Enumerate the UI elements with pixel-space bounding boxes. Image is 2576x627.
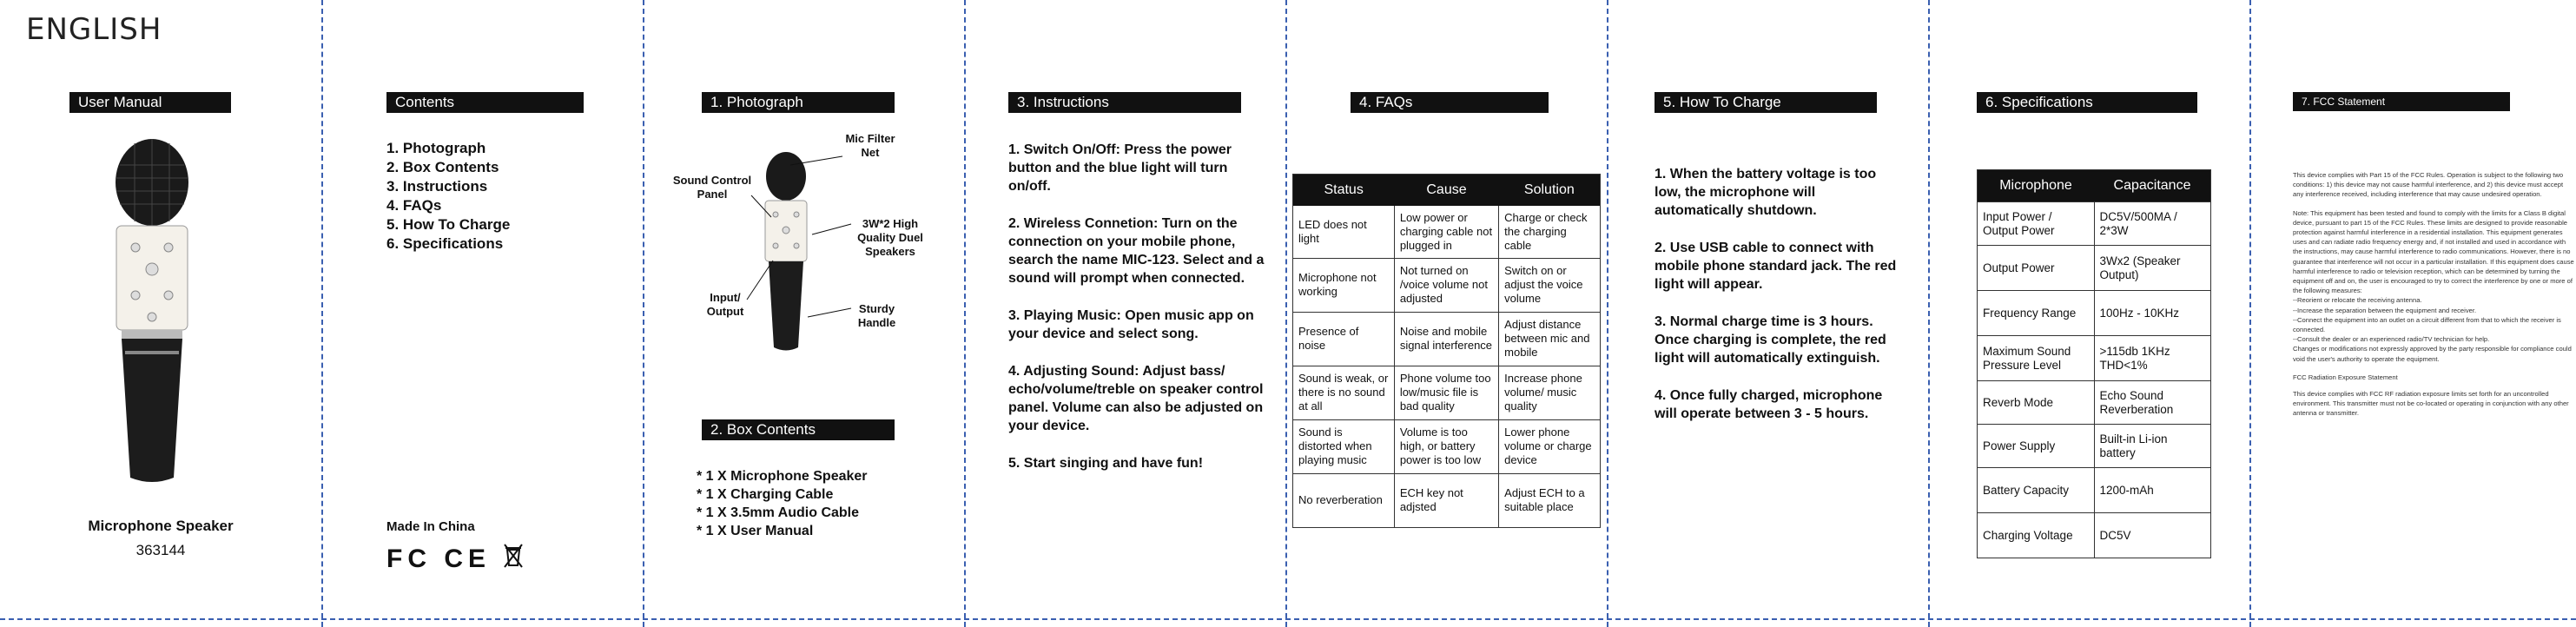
table-cell: Not turned on /voice volume not adjusted [1394,258,1498,312]
charge-header: 5. How To Charge [1655,92,1877,113]
contents-panel [321,0,643,618]
spec-column-name: Microphone [1978,170,2095,202]
fcc-header: 7. FCC Statement [2293,92,2510,111]
weee-bin-icon [503,543,524,569]
charge-panel [1607,0,1928,618]
fold-line-bottom [0,618,2576,620]
box-contents-header: 2. Box Contents [702,419,895,440]
list-item: 4. FAQs [386,197,442,214]
fcc-measure: --Connect the equipment into an outlet on a circuit different from that to which the receiver is connected. [2293,315,2561,334]
table-row [1293,258,1601,312]
list-item: 2. Box Contents [386,159,499,175]
instruction-step: 2. Wireless Connetion: Turn on the connection on your mobile phone, search the name MIC-123. Select and a sound will prompt when connected. [1008,216,1265,286]
contents-header: Contents [386,92,584,113]
list-item: 6. Specifications [386,235,504,252]
fcc-exposure-text: This device complies with FCC RF radiation exposure limits set forth for an uncontrolled environment. This transmitter must not be co-located or operating in conjunction with any other antenna or transmitter. [2293,390,2569,418]
table-cell: 100Hz - 10KHz [2094,291,2211,336]
table-cell: Switch on or adjust the voice volume [1499,258,1601,312]
faq-column-status: Status [1293,175,1395,207]
specs-header: 6. Specifications [1977,92,2197,113]
model-number: 363144 [135,542,186,558]
fcc-paragraph: Note: This equipment has been tested and found to comply with the limits for a Class B digital device, pursuant to part 15 of the FCC Rules. These limits are designed to provide reasonable protection against harmful interference in a residential installation. This equipment generates uses and can radiate radio frequency energy and, if not installed and used in accordance with the instructions, may cause harmful interference to radio communications. However, there is no guarantee that interference will not occur in a particular installation. If this equipment does cause harmful interference to radio or television reception, which can be determined by turning the equipment off and on, the user is encouraged to try to correct the interference by one or more of the following measures: [2293,208,2574,295]
fcc-paragraph: This device complies with Part 15 of the FCC Rules. Operation is subject to the following two conditions: 1) this device may not cause harmful interference, and 2) this device must accept any interference received, including interference that may cause undesired operation. [2293,171,2564,199]
list-item: * 1 X Microphone Speaker [697,469,868,484]
table-row [1978,246,2211,291]
list-item: * 1 X User Manual [697,524,814,538]
photograph-header: 1. Photograph [702,92,895,113]
table-cell: Adjust ECH to a suitable place [1499,473,1601,527]
table-cell: Sound is weak, or there is no sound at all [1293,366,1395,419]
charge-step: 2. Use USB cable to connect with mobile phone standard jack. The red light will appear. [1655,241,1897,292]
table-cell: ECH key not adjsted [1394,473,1498,527]
photograph-panel [643,0,964,618]
fcc-paragraph: Changes or modifications not expressly approved by the party responsible for compliance could void the user's authority to operate the equipment. [2293,345,2572,363]
list-item: 1. Photograph [386,140,486,156]
spec-column-value: Capacitance [2094,170,2211,202]
charge-step: 3. Normal charge time is 3 hours. Once charging is complete, the red light will automatically extinguish. [1655,314,1886,366]
table-cell: Charge or check the charging cable [1499,206,1601,258]
list-item: * 1 X 3.5mm Audio Cable [697,505,860,520]
fcc-measure: --Consult the dealer or an experienced radio/TV technician for help. [2293,335,2490,344]
table-cell: Low power or charging cable not plugged in [1394,206,1498,258]
table-cell: Lower phone volume or charge device [1499,419,1601,473]
table-cell: 1200-mAh [2094,468,2211,513]
table-cell: Battery Capacity [1978,468,2095,513]
table-row [1293,366,1601,419]
table-cell: Microphone not working [1293,258,1395,312]
table-row [1978,425,2211,468]
box-contents-list [697,467,868,540]
made-in-label: Made In China [386,519,475,534]
faq-column-cause: Cause [1394,175,1498,207]
list-item: 3. Instructions [386,178,488,195]
table-cell: No reverberation [1293,473,1395,527]
list-item: * 1 X Charging Cable [697,487,834,502]
cover-header: User Manual [69,92,231,113]
fcc-measure: --Reorient or relocate the receiving antenna. [2293,296,2422,305]
table-row [1978,513,2211,558]
table-row [1978,381,2211,425]
faq-column-solution: Solution [1499,175,1601,207]
microphone-illustration [104,139,200,486]
table-row [1978,291,2211,336]
instruction-step: 3. Playing Music: Open music app on your device and select song. [1008,308,1254,341]
instruction-step: 5. Start singing and have fun! [1008,456,1204,471]
faqs-panel [1285,0,1607,618]
specs-panel [1928,0,2249,618]
charge-step: 1. When the battery voltage is too low, the microphone will automatically shutdown. [1655,167,1877,218]
label-speakers: 3W*2 High Quality Duel Speakers [857,217,923,258]
charge-step: 4. Once fully charged, microphone will operate between 3 - 5 hours. [1655,388,1883,421]
charge-steps [1655,165,1906,442]
fcc-exposure-title: FCC Radiation Exposure Statement [2293,373,2398,381]
table-cell: 3Wx2 (Speaker Output) [2094,246,2211,291]
table-cell: Adjust distance between mic and mobile [1499,312,1601,366]
table-cell: Input Power / Output Power [1978,202,2095,246]
table-row [1978,336,2211,381]
table-cell: Maximum Sound Pressure Level [1978,336,2095,381]
table-cell: Noise and mobile signal interference [1394,312,1498,366]
label-input-output: Input/ Output [706,291,744,318]
instruction-step: 1. Switch On/Off: Press the power button and the blue light will turn on/off. [1008,142,1232,194]
label-sound-control: Sound Control Panel [672,174,752,201]
table-cell: Phone volume too low/music file is bad quality [1394,366,1498,419]
language-heading: ENGLISH [26,12,162,47]
faq-table [1292,174,1601,528]
label-handle: Sturdy Handle [857,302,896,329]
table-row [1293,312,1601,366]
table-row [1293,473,1601,527]
contents-list [386,139,510,254]
table-cell: DC5V/500MA / 2*3W [2094,202,2211,246]
table-row [1978,202,2211,246]
table-cell: Presence of noise [1293,312,1395,366]
table-cell: Charging Voltage [1978,513,2095,558]
table-row [1293,206,1601,258]
table-row [1978,468,2211,513]
certification-text: FC CE [386,544,491,573]
table-cell: Reverb Mode [1978,381,2095,425]
table-cell: >115db 1KHz THD<1% [2094,336,2211,381]
table-cell: Frequency Range [1978,291,2095,336]
instructions-panel [964,0,1285,618]
table-cell: Volume is too high, or battery power is too low [1394,419,1498,473]
list-item: 5. How To Charge [386,216,511,233]
table-cell: Output Power [1978,246,2095,291]
fcc-text [2293,170,2575,427]
product-name: Microphone Speaker [88,518,234,534]
instructions-header: 3. Instructions [1008,92,1241,113]
table-cell: Power Supply [1978,425,2095,468]
instructions-steps [1008,141,1273,492]
label-mic-filter: Mic Filter Net [845,132,895,159]
table-cell: Echo Sound Reverberation [2094,381,2211,425]
instruction-step: 4. Adjusting Sound: Adjust bass/ echo/volume/treble on speaker control panel. Volume can also be adjusted on your device. [1008,364,1264,433]
table-cell: DC5V [2094,513,2211,558]
cover-panel [0,0,321,618]
table-cell: LED does not light [1293,206,1395,258]
table-cell: Built-in Li-ion battery [2094,425,2211,468]
certification-marks [386,543,524,574]
table-row [1293,419,1601,473]
faqs-header: 4. FAQs [1351,92,1549,113]
table-cell: Sound is distorted when playing music [1293,419,1395,473]
spec-table [1977,169,2211,558]
fcc-panel [2249,0,2576,618]
fcc-measure: --Increase the separation between the equipment and receiver. [2293,306,2477,314]
table-cell: Increase phone volume/ music quality [1499,366,1601,419]
